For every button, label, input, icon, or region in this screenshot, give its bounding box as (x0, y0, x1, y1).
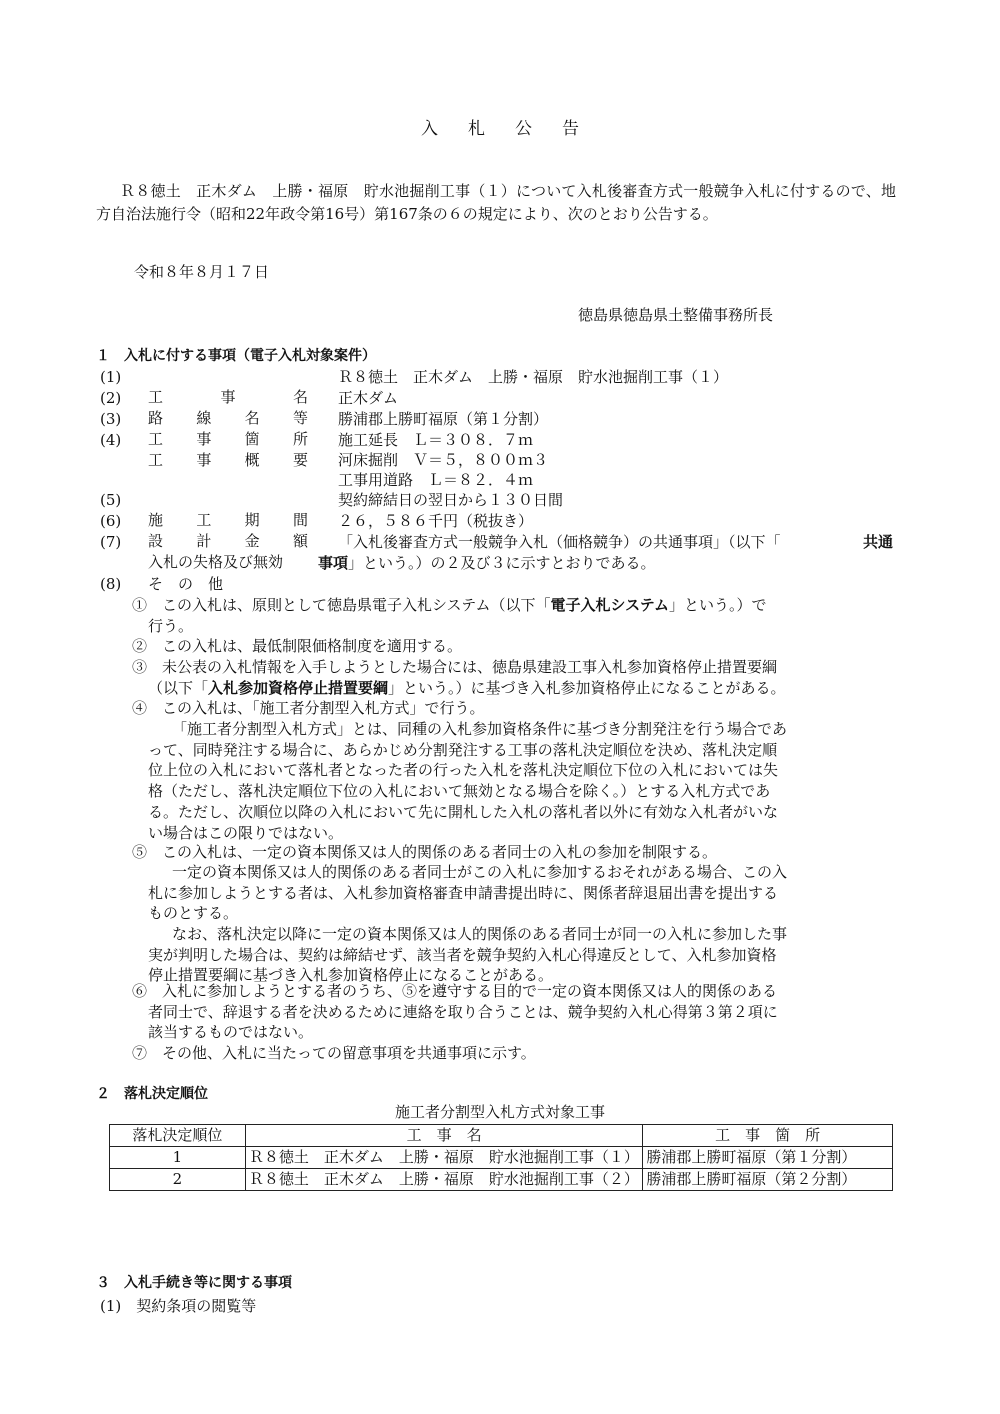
item-number: (3) (100, 410, 122, 428)
item-label-char: 事 (220, 388, 236, 406)
header-rank: 落札決定順位 (110, 1125, 246, 1147)
paragraph-line: 「施工者分割型入札方式」とは、同種の入札参加資格条件に基づき分割発注を行う場合であ (172, 720, 788, 738)
other-4: ④ この入札は、「施工者分割型入札方式」で行う。 (132, 699, 485, 717)
item-label (148, 429, 308, 449)
paragraph-line: なお、落札決定以降に一定の資本関係又は人的関係のある者同士が同一の入札に参加した事 (172, 925, 788, 943)
item-label-char: 等 (292, 409, 308, 427)
other-3: ③ 未公表の入札情報を入手しようとした場合には、徳島県建設工事入札参加資格停止措置要綱 (132, 658, 778, 676)
item-label-char: 工 (148, 451, 164, 469)
item-label-char: 箇 (244, 430, 260, 448)
item-value: 施工延長 Ｌ＝３０８．７ｍ (338, 431, 534, 449)
item-label-char: 事 (196, 430, 212, 448)
item-label-char: 路 (148, 409, 164, 427)
other-5: ⑤ この入札は、一定の資本関係又は人的関係のある者同士の入札の参加を制限する。 (132, 843, 718, 861)
item-label (148, 387, 308, 407)
item-label-char: 計 (196, 532, 212, 550)
summary-line-2: 河床掘削 Ｖ＝５，８００ｍ３ (338, 451, 549, 469)
item-label-char: 事 (196, 451, 212, 469)
item-number: (5) (100, 491, 122, 509)
paragraph-line: 実が判明した場合は、契約は締結せず、該当者を競争契約入札心得違反として、入札参加資格 (148, 945, 777, 964)
item-label-char: 金 (244, 532, 260, 550)
item-label (148, 531, 308, 551)
item7-continuation: 事項」という。）の２及び３に示すとおりである。 (318, 554, 656, 572)
item-label-char: 額 (292, 532, 308, 550)
notice-date: 令和８年８月１７日 (134, 263, 270, 281)
item-label-char: 名 (244, 409, 260, 427)
summary-line-3: 工事用道路 Ｌ＝８２．４ｍ (338, 471, 534, 489)
item-row-1 (100, 367, 729, 406)
section-2-heading: ２ 落札決定順位 (96, 1086, 208, 1102)
award-order-table (109, 1124, 893, 1191)
paragraph-line: って、同時発注する場合に、あらかじめ分割発注する工事の落札決定順位を決め、落札決定順 (148, 740, 778, 759)
item-value: 「入札後審査方式一般競争入札（価格競争）の共通事項」（以下「 (338, 533, 781, 551)
item-label (148, 510, 308, 530)
item-label-char: 概 (244, 451, 260, 469)
section-3-heading: ３ 入札手続き等に関する事項 (96, 1275, 292, 1291)
section-1-heading: １ 入札に付する事項（電子入札対象案件） (96, 348, 376, 364)
item-label (148, 450, 308, 470)
paragraph-line: 者同士で、辞退する者を決めるために連絡を取り合うことは、競争契約入札心得第３第２項に (148, 1002, 778, 1021)
intro-paragraph: Ｒ８徳土 正木ダム 上勝・福原 貯水池掘削工事（１）について入札後審査方式一般競争入札に付するので、地方自治法施行令（昭和22年政令第16号）第167条の６の規定により、次のとおり公告する。 (96, 182, 896, 223)
paragraph-line: 札に参加しようとする者は、入札参加資格審査申請書提出時に、関係者辞退届出書を提出する (148, 883, 779, 902)
table-caption: 施工者分割型入札方式対象工事 (394, 1103, 605, 1121)
paragraph-line: 停止措置要綱に基づき入札参加資格停止になることがある。 (148, 966, 554, 985)
item-value: 勝浦郡上勝町福原（第１分割） (338, 410, 549, 428)
item-number: (1) (100, 368, 122, 386)
item-label-char: 設 (148, 532, 164, 550)
other-1-cont: 行う。 (148, 617, 194, 635)
item-value: 正木ダム (338, 389, 399, 407)
item-label-char: 工 (196, 511, 212, 529)
item-value: Ｒ８徳土 正木ダム 上勝・福原 貯水池掘削工事（１） (338, 368, 729, 386)
item-label-char: 工 (148, 388, 164, 406)
table-row (110, 1169, 893, 1191)
paragraph-line: ものとする。 (148, 904, 239, 923)
other-1: ① この入札は、原則として徳島県電子入札システム（以下「電子入札システム」という。）で (132, 596, 767, 614)
item-label (148, 408, 308, 428)
paragraph-line: ⑥ 入札に参加しようとする者のうち、⑤を遵守する目的で一定の資本関係又は人的関係のある (132, 982, 778, 1000)
item8-label: そ の 他 (148, 575, 224, 593)
item-label-char: 間 (292, 511, 308, 529)
item-label-char: 線 (196, 409, 212, 427)
rank-cell: 2 (110, 1169, 246, 1191)
other-2: ② この入札は、最低制限価格制度を適用する。 (132, 637, 463, 655)
work-name-cell: Ｒ８徳土 正木ダム 上勝・福原 貯水池掘削工事（１） (245, 1147, 642, 1169)
other-3-cont: （以下「入札参加資格停止措置要綱」という。）に基づき入札参加資格停止になることがある。 (148, 679, 786, 697)
issuer: 徳島県徳島県土整備事務所長 (578, 306, 774, 324)
page-title: 入札公告 (421, 119, 609, 139)
item-label-char: 工 (148, 430, 164, 448)
item-label-char: 要 (292, 451, 308, 469)
other-7: ⑦ その他、入札に当たっての留意事項を共通事項に示す。 (132, 1044, 536, 1062)
item7-bold-1: 共通 (863, 533, 894, 551)
item-number: (6) (100, 512, 122, 530)
item-label-char: 期 (244, 511, 260, 529)
paragraph-line: 該当するものではない。 (148, 1023, 314, 1042)
place-cell: 勝浦郡上勝町福原（第１分割） (643, 1147, 893, 1169)
item8-num: (8) (100, 575, 122, 593)
paragraph-line: い場合はこの限りではない。 (148, 823, 344, 842)
section-3-sub-1: (1) 契約条項の閲覧等 (100, 1297, 257, 1315)
paragraph-line: 位上位の入札において落札者となった者の行った入札を落札決定順位下位の入札においては失 (148, 761, 779, 780)
item-number: (4) (100, 431, 122, 449)
rank-cell: 1 (110, 1147, 246, 1169)
header-place: 工 事 箇 所 (643, 1125, 893, 1147)
item-label-char: 施 (148, 511, 164, 529)
item-label-char: 入札の失格及び無効 (148, 553, 284, 571)
item-number: (2) (100, 389, 122, 407)
paragraph-line: 格（ただし、落札決定順位下位の入札において無効となる場合を除く。）とする入札方式であ (148, 782, 771, 801)
work-name-cell: Ｒ８徳土 正木ダム 上勝・福原 貯水池掘削工事（２） (245, 1169, 642, 1191)
item-number: (7) (100, 533, 122, 551)
paragraph-line: 一定の資本関係又は人的関係のある者同士がこの入札に参加するおそれがある場合、この入 (172, 863, 788, 881)
header-name: 工 事 名 (245, 1125, 642, 1147)
item-value: 契約締結日の翌日から１３０日間 (338, 491, 564, 509)
item-row-2 (100, 388, 399, 427)
paragraph-line: る。ただし、次順位以降の入札において先に開札した入札の落札者以外に有効な入札者がいな (148, 802, 779, 821)
item-label-char: 名 (292, 388, 308, 406)
item-label-char: 所 (292, 430, 308, 448)
table-row (110, 1147, 893, 1169)
item-value: ２６，５８６千円（税抜き） (338, 512, 534, 530)
place-cell: 勝浦郡上勝町福原（第２分割） (643, 1169, 893, 1191)
table-header-row (110, 1125, 893, 1147)
item-row-6 (100, 511, 534, 550)
